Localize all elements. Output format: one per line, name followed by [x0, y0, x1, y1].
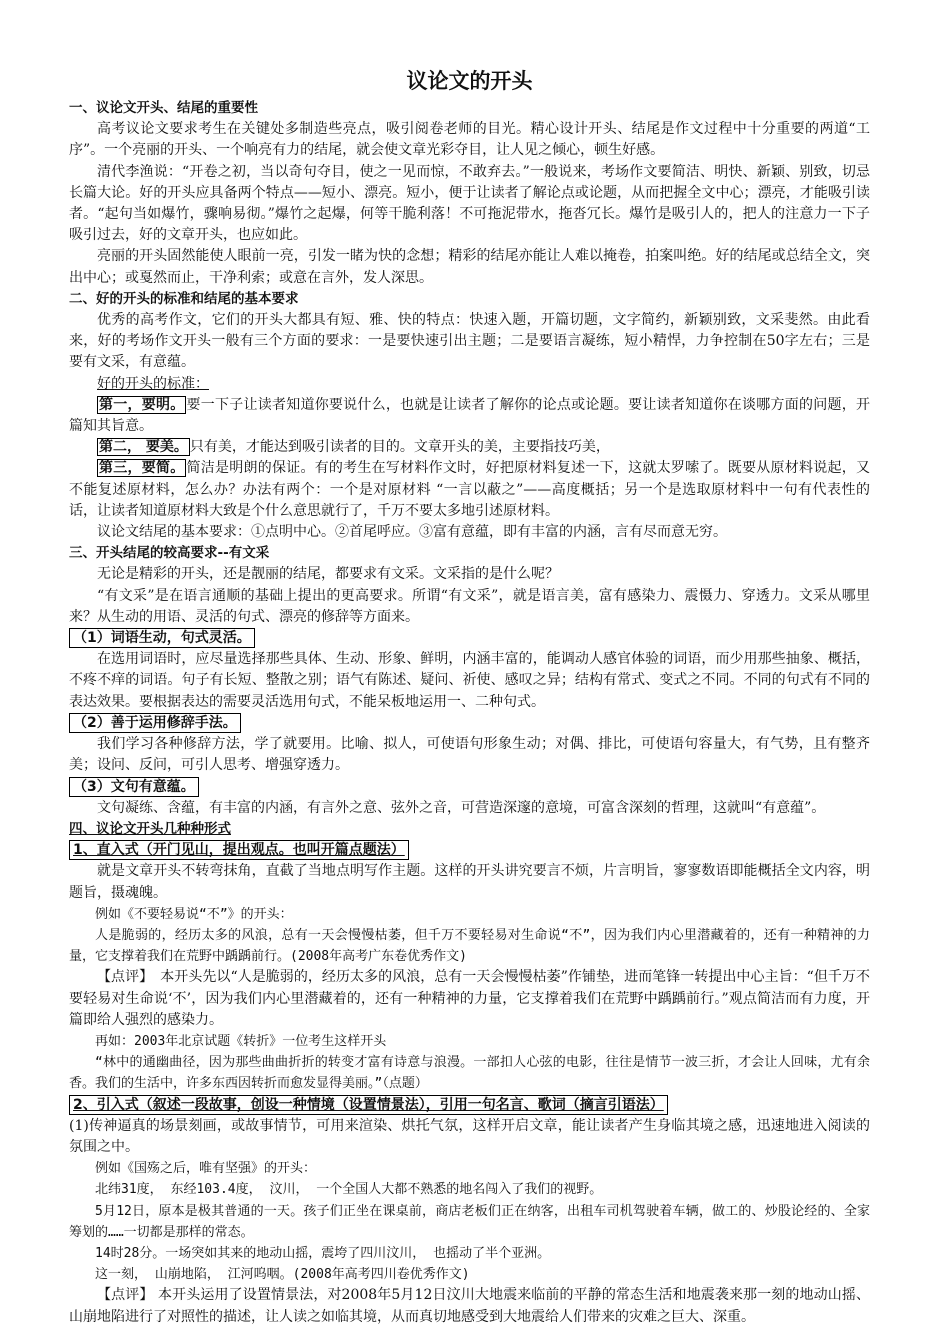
- example-line: 5月12日，原本是极其普通的一天。孩子们正坐在课桌前，商店老板们正在纳客，出租车司机驾驶着车辆，做工的、炒股论经的、全家筹划的……一切都是那样的常态。: [69, 1203, 870, 1240]
- requirement-3: [69, 458, 870, 522]
- requirement-label: 第二， 要美。: [99, 439, 188, 456]
- example-intro: 再如：2003年北京试题《转折》一位考生这样开头: [95, 1033, 387, 1049]
- requirement-label: 第三，要简。: [99, 460, 185, 477]
- example-body: [69, 1052, 870, 1094]
- paragraph: 高考议论文要求考生在关键处多制造些亮点，吸引阅卷老师的目光。精心设计开头、结尾是作文过程中十分重要的两道“工序”。一个亮丽的开头、一个响亮有力的结尾，就会使文章光彩夺目，让人见之倾心，顿生好感。: [69, 121, 870, 159]
- requirement-label: 第一，要明。: [99, 396, 185, 413]
- paragraph: 亮丽的开头固然能使人眼前一亮，引发一睹为快的念想；精彩的结尾亦能让人难以掩卷，拍案叫绝。好的结尾或总结全文，突出中心；或戛然而止，干净利索；或意在言外，发人深思。: [69, 248, 870, 286]
- section-heading: 四、议论文开头几种种形式: [69, 820, 231, 837]
- subheading-box: 2、引入式（叙述一段故事，创设一种情境（设置情景法），引用一句名言、歌词（摘言引语法）: [69, 1095, 668, 1115]
- requirement-1: [69, 395, 870, 437]
- paragraph: “有文采”是在语言通顺的基础上提出的更高要求。所谓“有文采”，就是语言美，富有感染力、震慑力、穿透力。文采从哪里来？从生动的用语、灵活的句式、漂亮的修辞等方面来。: [69, 587, 870, 625]
- requirement-text: 只有美，才能达到吸引读者的目的。文章开头的美，主要指技巧美，: [189, 439, 610, 456]
- subheading-box: （2）善于运用修辞手法。: [69, 713, 241, 733]
- paragraph: (1)传神逼真的场景刻画，或故事情节，可用来渲染、烘托气氛，这样开启文章，能让读者产生身临其境之感，迅速地进入阅读的氛围之中。: [69, 1117, 870, 1155]
- example-line: 这一刻， 山崩地陷， 江河呜咽。(2008年高考四川卷优秀作文): [95, 1267, 470, 1283]
- section-heading: 一、议论文开头、结尾的重要性: [69, 100, 258, 116]
- example-line: 14时28分。一场突如其来的地动山摇，震垮了四川汶川， 也摇动了半个亚洲。: [95, 1245, 551, 1261]
- section-heading: 三、开头结尾的较高要求--有文采: [69, 545, 270, 562]
- subheading-box: （3）文句有意蕴。: [69, 777, 199, 797]
- page-title: 议论文的开头: [406, 69, 533, 93]
- example-intro: 例如《国殇之后，唯有坚强》的开头：: [95, 1161, 317, 1177]
- paragraph: 就是文章开头不转弯抹角，直截了当地点明写作主题。这样的开头讲究要言不烦，片言明旨，寥寥数语即能概括全文内容，明题旨，摄魂魄。: [69, 863, 870, 901]
- example-intro: 例如《不要轻易说“不”》的开头：: [95, 906, 293, 922]
- paragraph: 无论是精彩的开头，还是靓丽的结尾，都要求有文采。文采指的是什么呢？: [97, 566, 559, 583]
- section-heading: 二、好的开头的标准和结尾的基本要求: [69, 290, 299, 307]
- subheading-box: 1、直入式（开门见山，提出观点。也叫开篇点题法）: [69, 840, 409, 860]
- paragraph: 优秀的高考作文，它们的开头大都具有短、雅、快的特点：快速入题，开篇切题，文字简约，新颖别致，文采斐然。由此看来，好的考场作文开头一般有三个方面的要求：一是要快速引出主题；二是要语言凝练，短小精悍，力争控制在50字左右；三是要有文采，有意蕴。: [69, 312, 870, 371]
- requirement-text: 要一下子让读者知道你要说什么，也就是让读者了解你的论点或论题。要让读者知道你在谈哪方面的问题，开篇知其旨意。: [69, 396, 871, 435]
- paragraph: 文句凝练、含蕴，有丰富的内涵，有言外之意、弦外之音，可营造深邃的意境，可富含深刻的哲理，这就叫“有意蕴”。: [97, 799, 826, 816]
- paragraph: 在选用词语时，应尽量选择那些具体、生动、形象、鲜明，内涵丰富的，能调动人感官体验的词语，而少用那些抽象、概括，不疼不痒的词语。句子有长短、整散之别；语气有陈述、疑问、祈使、感叹之异；结构有常式、变式之不同。不同的句式有不同的表达效果。要根据表达的需要灵活选用句式，不能呆板地运用一、二种句式。: [69, 651, 870, 710]
- paragraph: 我们学习各种修辞方法，学了就要用。比喻、拟人，可使语句形象生动；对偶、排比，可使语句容量大，有气势，且有整齐美；设问、反问，可引人思考、增强穿透力。: [69, 736, 870, 774]
- requirement-2: [69, 437, 870, 458]
- requirement-text: 简洁是明朗的保证。有的考生在写材料作文时，好把原材料复述一下，这就太罗嗦了。既要从原材料说起，又不能复述原材料，怎么办？办法有两个：一个是对原材料 “一言以蔽之”——高度概括；另一个是选取原材料中一句有代表性的话，让读者知道原材料大致是个什么意思就行了，千万不要太多地引述原材料。: [69, 460, 871, 519]
- paragraph: 议论文结尾的基本要求：①点明中心。②首尾呼应。③富有意蕴，即有丰富的内涵，言有尽而意无穷。: [97, 524, 727, 541]
- example-quote: “林中的通幽曲径，因为那些曲曲折折的转变才富有诗意与浪漫。一部扣人心弦的电影，往往是情节一波三折，才会让人回味，尤有余香。我们的生活中，许多东西因转折而愈发显得美丽。”: [69, 1055, 870, 1092]
- example-line: 北纬31度， 东经103.4度， 汶川， 一个全国人大都不熟悉的地名闯入了我们的视野。: [95, 1182, 603, 1198]
- subheading-box: （1）词语生动，句式灵活。: [69, 628, 255, 648]
- standard-heading: 好的开头的标准：: [97, 375, 209, 392]
- paragraph: 清代李渔说：“开卷之初，当以奇句夺目，使之一见而惊，不敢弃去。”一般说来，考场作文要简洁、明快、新颖、别致，切忌长篇大论。好的开头应具备两个特点——短小、漂亮。短小，便于让读者了解论点或论题，从而把握全文中心；漂亮，才能吸引读者。“起句当如爆竹，骤响易彻。”爆竹之起爆，何等干脆利落！不可拖泥带水，拖沓冗长。爆竹是吸引人的，把人的注意力一下子吸引过去，好的文章开头，也应如此。: [69, 163, 870, 244]
- comment: 【点评】 本开头运用了设置情景法，对2008年5月12日汶川大地震来临前的平静的常态生活和地震袭来那一刻的地动山摇、山崩地陷进行了对照性的描述，让人读之如临其境，从而真切地感受到大地震给人们带来的灾难之巨大、深重。: [69, 1287, 870, 1325]
- example-body: 人是脆弱的，经历太多的风浪，总有一天会慢慢枯萎，但千万不要轻易对生命说“不”，因为我们内心里潜藏着的，还有一种精神的力量，它支撑着我们在荒野中踽踽前行。(2008年高考广东卷优秀作文): [69, 927, 870, 965]
- example-tag: （点题）: [382, 1076, 428, 1092]
- comment: 【点评】 本开头先以“人是脆弱的，经历太多的风浪，总有一天会慢慢枯萎”作铺垫，进而笔锋一转提出中心主旨：“但千万不要轻易对生命说‘不’，因为我们内心里潜藏着的，还有一种精神的力量，它支撑着我们在荒野中踽踽前行。”观点简洁而有力度，开篇即给人强烈的感染力。: [69, 969, 870, 1028]
